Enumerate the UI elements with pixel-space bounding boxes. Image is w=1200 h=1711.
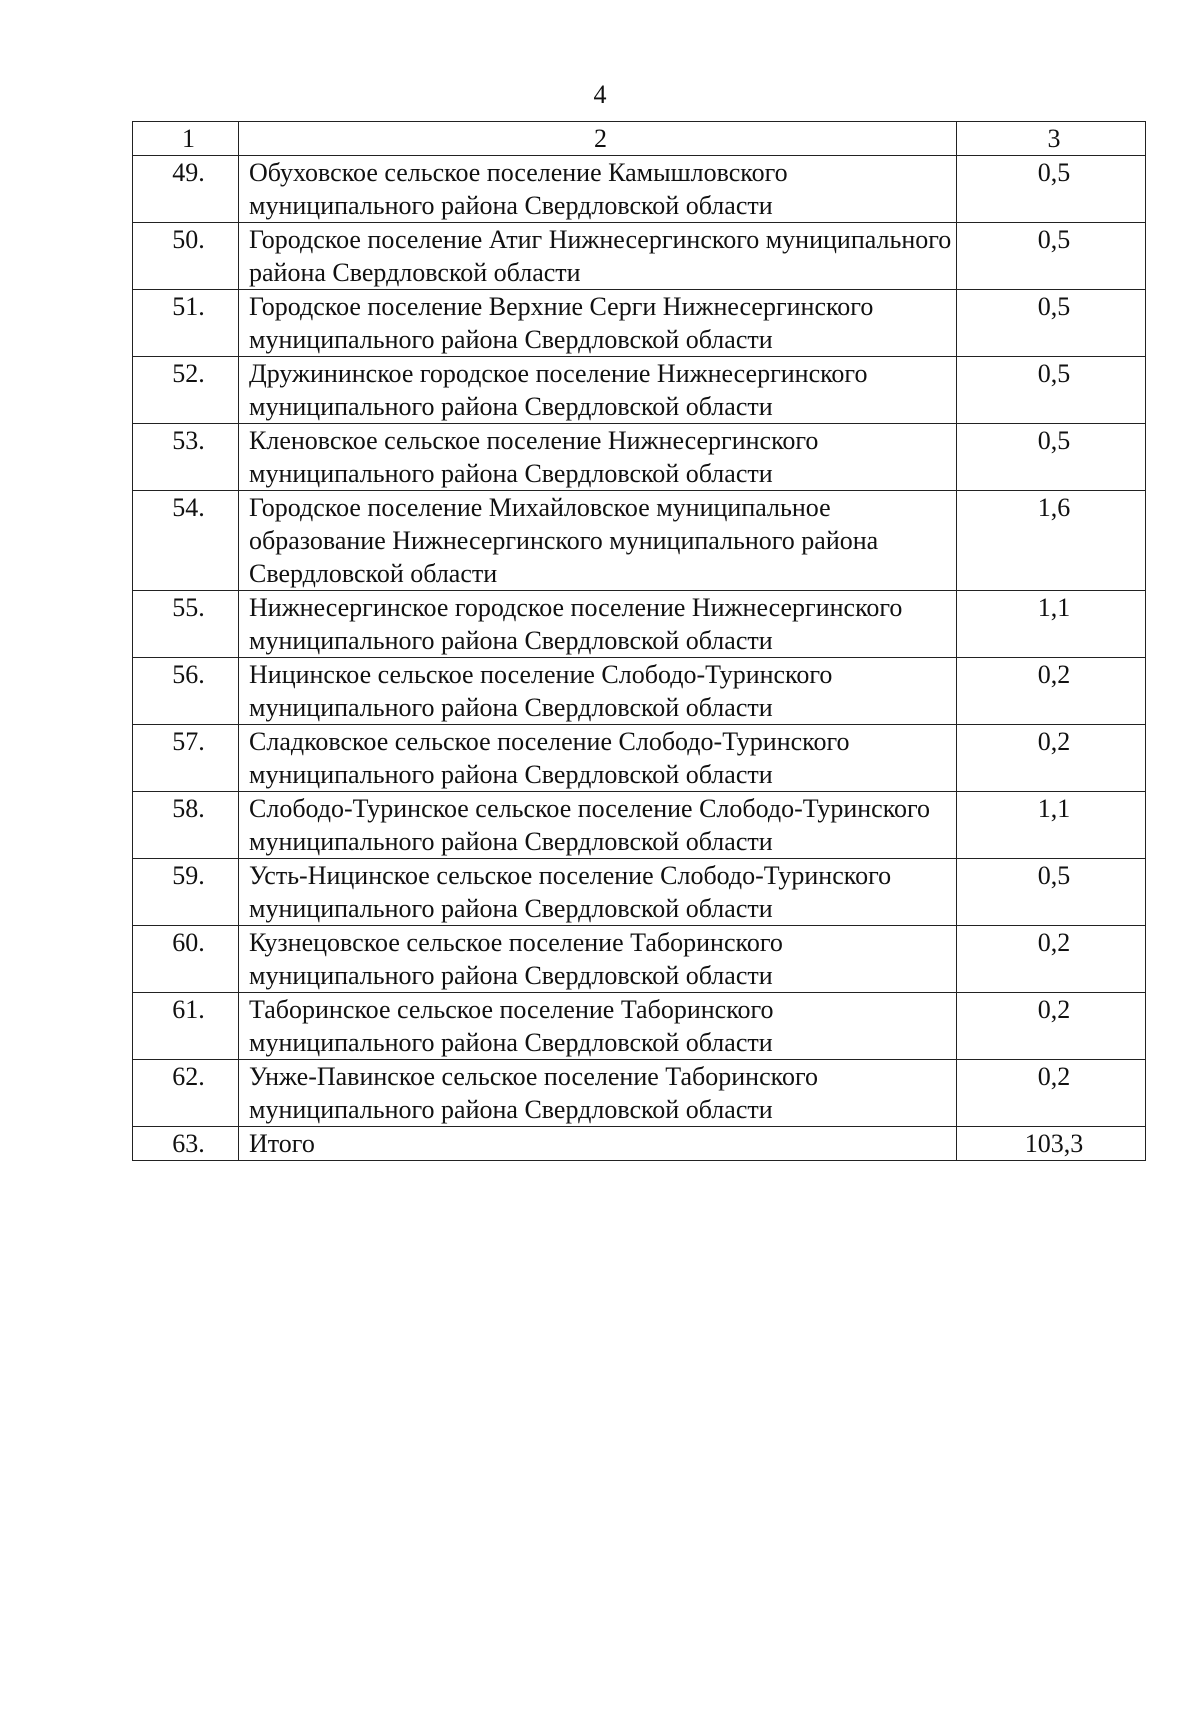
row-value-cell: 0,5 <box>957 223 1146 290</box>
column-header-value: 3 <box>957 122 1146 156</box>
column-header-number: 1 <box>133 122 239 156</box>
row-value-cell: 0,2 <box>957 658 1146 725</box>
table-row <box>133 725 1146 792</box>
row-number-cell: 51. <box>133 290 239 357</box>
table-row <box>133 993 1146 1060</box>
table-row <box>133 357 1146 424</box>
row-number-cell: 54. <box>133 491 239 591</box>
table-row <box>133 658 1146 725</box>
row-value-cell: 103,3 <box>957 1127 1146 1161</box>
row-value-cell: 0,5 <box>957 156 1146 223</box>
row-name-cell: Ницинское сельское поселение Слободо-Туринского муниципального района Свердловской области <box>239 658 957 725</box>
table-body <box>133 122 1146 1161</box>
row-value-cell: 0,2 <box>957 993 1146 1060</box>
column-header-name: 2 <box>239 122 957 156</box>
row-value-cell: 0,5 <box>957 424 1146 491</box>
table-row <box>133 424 1146 491</box>
row-name-cell: Городское поселение Атиг Нижнесергинского муниципального района Свердловской области <box>239 223 957 290</box>
row-value-cell: 1,1 <box>957 792 1146 859</box>
row-name-cell: Итого <box>239 1127 957 1161</box>
row-name-cell: Усть-Ницинское сельское поселение Слободо-Туринского муниципального района Свердловской области <box>239 859 957 926</box>
allocation-table <box>132 121 1146 1161</box>
row-name-cell: Нижнесергинское городское поселение Нижнесергинского муниципального района Свердловской области <box>239 591 957 658</box>
row-number-cell: 57. <box>133 725 239 792</box>
row-name-cell: Кузнецовское сельское поселение Таборинского муниципального района Свердловской области <box>239 926 957 993</box>
row-value-cell: 0,5 <box>957 290 1146 357</box>
row-number-cell: 56. <box>133 658 239 725</box>
table-row <box>133 591 1146 658</box>
row-number-cell: 49. <box>133 156 239 223</box>
row-number-cell: 53. <box>133 424 239 491</box>
table-header-row <box>133 122 1146 156</box>
row-number-cell: 63. <box>133 1127 239 1161</box>
row-name-cell: Кленовское сельское поселение Нижнесергинского муниципального района Свердловской области <box>239 424 957 491</box>
row-value-cell: 0,2 <box>957 926 1146 993</box>
page-number: 4 <box>593 80 607 109</box>
table-row <box>133 859 1146 926</box>
row-value-cell: 1,1 <box>957 591 1146 658</box>
table-row <box>133 1060 1146 1127</box>
table-row <box>133 156 1146 223</box>
row-value-cell: 0,5 <box>957 859 1146 926</box>
row-number-cell: 59. <box>133 859 239 926</box>
table-row <box>133 1127 1146 1161</box>
table-row <box>133 491 1146 591</box>
table-row <box>133 792 1146 859</box>
row-name-cell: Обуховское сельское поселение Камышловского муниципального района Свердловской области <box>239 156 957 223</box>
row-number-cell: 50. <box>133 223 239 290</box>
row-number-cell: 55. <box>133 591 239 658</box>
row-name-cell: Унже-Павинское сельское поселение Таборинского муниципального района Свердловской области <box>239 1060 957 1127</box>
row-value-cell: 1,6 <box>957 491 1146 591</box>
row-number-cell: 61. <box>133 993 239 1060</box>
row-name-cell: Сладковское сельское поселение Слободо-Туринского муниципального района Свердловской области <box>239 725 957 792</box>
table-row <box>133 290 1146 357</box>
row-value-cell: 0,2 <box>957 1060 1146 1127</box>
row-name-cell: Слободо-Туринское сельское поселение Слободо-Туринского муниципального района Свердловской области <box>239 792 957 859</box>
row-name-cell: Городское поселение Верхние Серги Нижнесергинского муниципального района Свердловской области <box>239 290 957 357</box>
row-name-cell: Таборинское сельское поселение Таборинского муниципального района Свердловской области <box>239 993 957 1060</box>
row-number-cell: 58. <box>133 792 239 859</box>
row-value-cell: 0,2 <box>957 725 1146 792</box>
row-number-cell: 62. <box>133 1060 239 1127</box>
row-value-cell: 0,5 <box>957 357 1146 424</box>
row-name-cell: Городское поселение Михайловское муниципальное образование Нижнесергинского муниципального района Свердловской области <box>239 491 957 591</box>
table-row <box>133 926 1146 993</box>
row-number-cell: 60. <box>133 926 239 993</box>
table-row <box>133 223 1146 290</box>
row-name-cell: Дружининское городское поселение Нижнесергинского муниципального района Свердловской области <box>239 357 957 424</box>
row-number-cell: 52. <box>133 357 239 424</box>
